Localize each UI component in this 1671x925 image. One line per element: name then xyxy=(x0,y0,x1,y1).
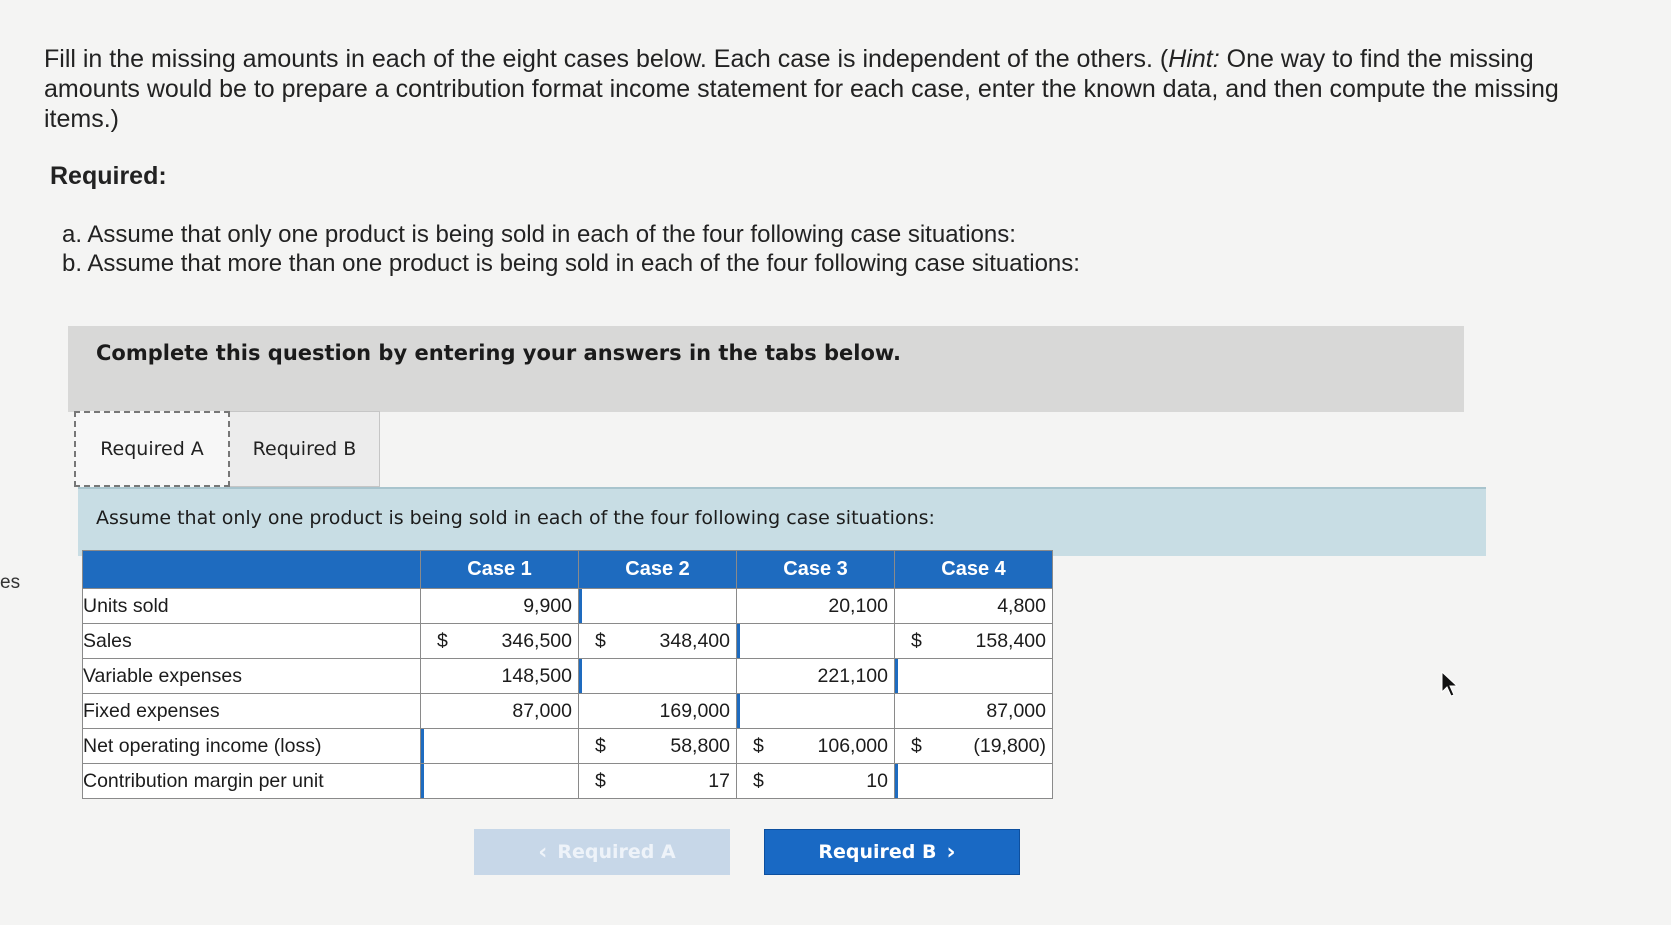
cell-value: 158,400 xyxy=(975,630,1046,652)
table-row xyxy=(83,589,1053,624)
cell-value: 4,800 xyxy=(997,595,1046,617)
table-cell xyxy=(421,624,579,659)
cell-value: 87,000 xyxy=(986,700,1046,722)
instructions-text-a: Fill in the missing amounts in each of the eight cases below. Each case is independent of the others. ( xyxy=(44,45,1169,73)
cell-value: 17 xyxy=(708,770,730,792)
cell-value: 221,100 xyxy=(817,665,888,687)
cell-value: 346,500 xyxy=(501,630,572,652)
answer-input-cell[interactable] xyxy=(895,659,1053,694)
table-cell xyxy=(421,659,579,694)
table-cell xyxy=(737,729,895,764)
previous-button[interactable] xyxy=(474,829,730,875)
tab-description-text: Assume that only one product is being sold in each of the four following case situations: xyxy=(96,507,935,529)
table-cell xyxy=(737,589,895,624)
row-label: Units sold xyxy=(83,589,421,624)
previous-button-label: Required A xyxy=(557,841,676,863)
table-corner xyxy=(83,551,421,589)
dollar-sign: $ xyxy=(911,630,922,652)
table-cell xyxy=(895,694,1053,729)
next-button-label: Required B xyxy=(818,841,937,863)
answer-input-cell[interactable] xyxy=(579,589,737,624)
table-row xyxy=(83,729,1053,764)
column-header-case-1: Case 1 xyxy=(421,551,579,589)
row-label: Contribution margin per unit xyxy=(83,764,421,799)
answer-input-cell[interactable] xyxy=(737,694,895,729)
cell-value: 87,000 xyxy=(512,700,572,722)
instruction-panel xyxy=(68,326,1464,412)
required-heading: Required: xyxy=(50,162,167,190)
cell-value: 169,000 xyxy=(659,700,730,722)
cell-value: 20,100 xyxy=(828,595,888,617)
instructions-text-b: One way to find the missing amounts would be to prepare a contribution format income statement for each case, enter the known data, and then compute the missing items.) xyxy=(44,45,1559,133)
table-row xyxy=(83,694,1053,729)
column-header-case-4: Case 4 xyxy=(895,551,1053,589)
row-label: Sales xyxy=(83,624,421,659)
cell-value: (19,800) xyxy=(973,735,1046,757)
table-row xyxy=(83,764,1053,799)
required-item-a: a. Assume that only one product is being sold in each of the four following case situations: xyxy=(62,221,1016,248)
edge-text: es xyxy=(0,572,21,593)
table-cell xyxy=(895,729,1053,764)
cell-value: 10 xyxy=(866,770,888,792)
chevron-right-icon: › xyxy=(946,839,956,865)
table-cell xyxy=(421,589,579,624)
table-cell xyxy=(895,589,1053,624)
dollar-sign: $ xyxy=(437,630,448,652)
tab-required-b[interactable]: Required B xyxy=(230,411,380,487)
answer-input-cell[interactable] xyxy=(421,764,579,799)
answer-input-cell[interactable] xyxy=(421,729,579,764)
dollar-sign: $ xyxy=(753,770,764,792)
column-header-case-2: Case 2 xyxy=(579,551,737,589)
next-button[interactable] xyxy=(764,829,1020,875)
dollar-sign: $ xyxy=(595,770,606,792)
dollar-sign: $ xyxy=(595,735,606,757)
cell-value: 106,000 xyxy=(817,735,888,757)
tab-required-a[interactable]: Required A xyxy=(74,411,230,487)
table-header-row xyxy=(83,551,1053,589)
answer-input-cell[interactable] xyxy=(579,659,737,694)
instructions xyxy=(44,44,1634,134)
row-label: Fixed expenses xyxy=(83,694,421,729)
table-cell xyxy=(579,729,737,764)
dollar-sign: $ xyxy=(595,630,606,652)
cell-value: 148,500 xyxy=(501,665,572,687)
dollar-sign: $ xyxy=(911,735,922,757)
required-list xyxy=(62,220,1080,278)
mouse-cursor-icon xyxy=(1441,671,1459,697)
dollar-sign: $ xyxy=(753,735,764,757)
table-cell xyxy=(421,694,579,729)
hint-label: Hint: xyxy=(1168,45,1220,73)
required-item-b: b. Assume that more than one product is being sold in each of the four following case situations: xyxy=(62,250,1080,277)
table-cell xyxy=(579,694,737,729)
table-cell xyxy=(895,624,1053,659)
tab-description xyxy=(78,487,1486,556)
cell-value: 9,900 xyxy=(523,595,572,617)
cell-value: 58,800 xyxy=(670,735,730,757)
table-cell xyxy=(579,764,737,799)
column-header-case-3: Case 3 xyxy=(737,551,895,589)
chevron-left-icon: ‹ xyxy=(538,839,548,865)
table-row xyxy=(83,624,1053,659)
table-cell xyxy=(737,659,895,694)
table-row xyxy=(83,659,1053,694)
row-label: Net operating income (loss) xyxy=(83,729,421,764)
cell-value: 348,400 xyxy=(659,630,730,652)
panel-text: Complete this question by entering your answers in the tabs below. xyxy=(96,341,901,365)
answer-input-cell[interactable] xyxy=(737,624,895,659)
row-label: Variable expenses xyxy=(83,659,421,694)
answer-input-cell[interactable] xyxy=(895,764,1053,799)
table-cell xyxy=(737,764,895,799)
table-cell xyxy=(579,624,737,659)
tab-bar xyxy=(74,411,380,487)
cases-table xyxy=(82,550,1053,799)
